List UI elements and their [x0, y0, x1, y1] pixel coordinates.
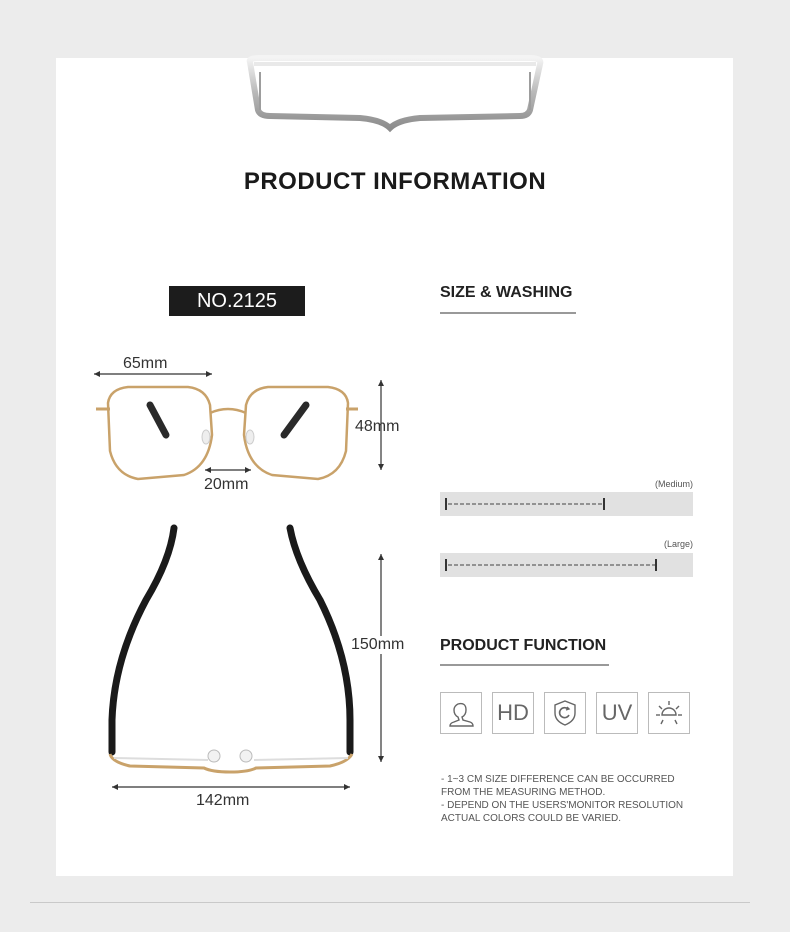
- disclaimer-notes: [441, 773, 731, 825]
- hd-icon: [492, 692, 534, 734]
- product-function-underline: [440, 664, 609, 666]
- page-title: PRODUCT INFORMATION: [243, 168, 547, 195]
- frame-width-label: 142mm: [196, 792, 250, 809]
- glasses-case-image: [230, 50, 560, 140]
- size-washing-underline: [440, 312, 576, 314]
- size-bar-medium: [440, 492, 693, 516]
- size-bar-large: [440, 553, 693, 577]
- uv-icon-text: UV: [601, 700, 633, 725]
- size-label-large: (Large): [663, 539, 693, 549]
- note-line-1: - 1~3 CM SIZE DIFFERENCE CAN BE OCCURRED: [441, 774, 675, 785]
- note-line-3: - DEPEND ON THE USERS'MONITOR RESOLUTION: [441, 800, 684, 811]
- shield-icon: [544, 692, 586, 734]
- note-line-2: FROM THE MEASURING METHOD.: [441, 787, 606, 798]
- bridge-arrow: [203, 464, 253, 476]
- hd-icon-text: HD: [497, 700, 529, 725]
- bottom-divider: [30, 902, 750, 903]
- model-number-badge: NO.2125: [169, 286, 305, 316]
- size-washing-heading: SIZE & WASHING: [440, 284, 573, 301]
- uv-icon: [596, 692, 638, 734]
- product-function-heading: PRODUCT FUNCTION: [440, 637, 607, 654]
- glasses-top-view: [100, 520, 360, 780]
- sun-icon: [648, 692, 690, 734]
- lens-width-label: 65mm: [123, 355, 168, 372]
- bridge-label: 20mm: [204, 476, 249, 493]
- note-line-4: ACTUAL COLORS COULD BE VARIED.: [441, 813, 622, 824]
- temple-length-arrow: [375, 552, 387, 764]
- size-bar-large-scale: [440, 553, 693, 577]
- face-icon: [440, 692, 482, 734]
- temple-length-label: 150mm: [351, 636, 405, 653]
- size-bar-medium-scale: [440, 492, 693, 516]
- lens-height-label: 48mm: [355, 418, 400, 435]
- size-label-medium: (Medium): [654, 479, 693, 489]
